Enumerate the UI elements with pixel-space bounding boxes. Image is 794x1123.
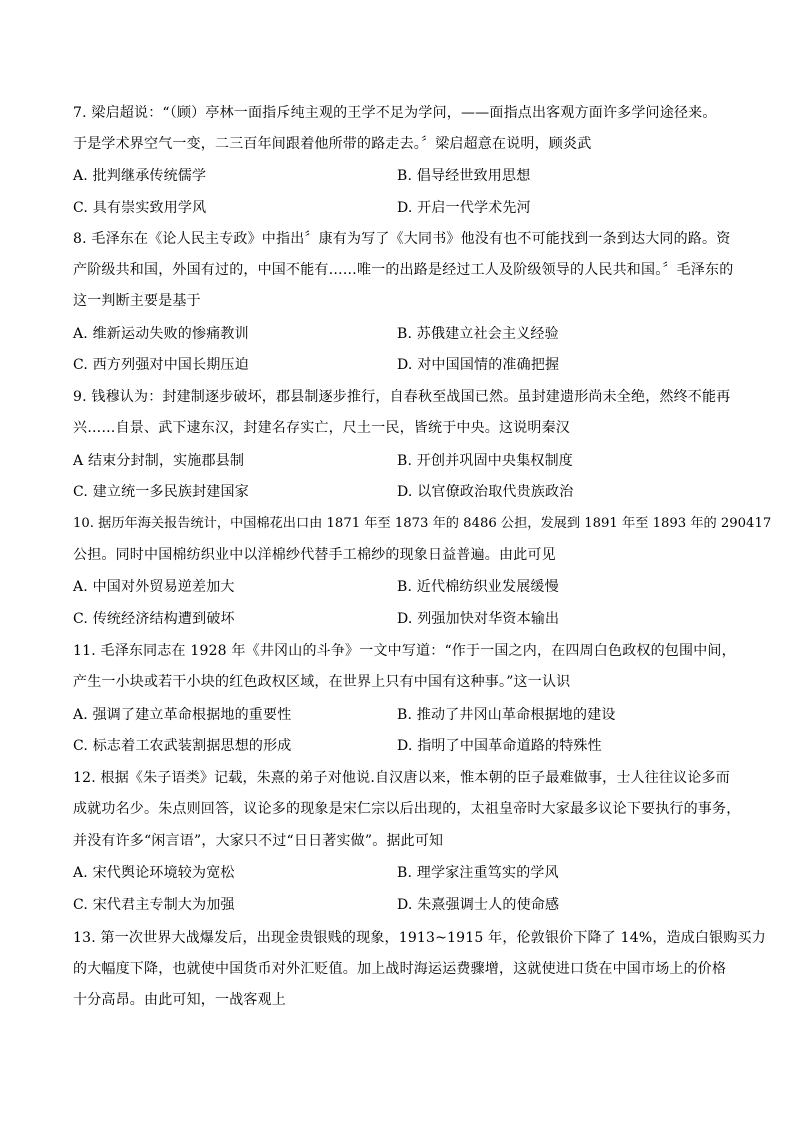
q10-stem-line2: 公担。同时中国棉纺织业中以洋棉纱代替手工棉纱的现象日益普遍。由此可见: [73, 547, 556, 563]
q8-stem-line2: 产阶级共和国，外国有过的，中国不能有……唯一的出路是经过工人及阶级领导的人民共和国。〞毛泽东的: [73, 262, 734, 278]
q9-option-d: D. 以官僚政治取代贵族政治: [397, 484, 574, 500]
q11-option-b: B. 推动了井冈山革命根据地的建设: [397, 707, 616, 723]
q7-stem-line1: 7. 梁启超说：“（顾）亭林一面指斥纯主观的王学不足为学问，——面指点出客观方面许多学问途径来。: [73, 105, 717, 121]
q11-stem-line2: 产生一小块或若干小块的红色政权区域，在世界上只有中国有这种事。”这一认识: [73, 674, 571, 690]
q10-stem-line1: 10. 据历年海关报告统计，中国棉花出口由 1871 年至 1873 年的 8486 公担，发展到 1891 年至 1893 年的 290417: [73, 516, 772, 531]
q12-option-c: C. 宋代君主专制大为加强: [73, 897, 235, 913]
q13-stem-line2: 的大幅度下降，也就使中国货币对外汇贬值。加上战时海运运费骤增，这就使进口货在中国市场上的价格: [73, 961, 727, 977]
q8-option-c: C. 西方列强对中国长期压迫: [73, 357, 249, 373]
q10-option-c: C. 传统经济结构遭到破坏: [73, 611, 235, 627]
q13-stem-line1: 13. 第一次世界大战爆发后，出现金贵银贱的现象，1913~1915 年，伦敦银价下降了 14%，造成白银购买力: [73, 930, 766, 946]
q10-option-b: B. 近代棉纺织业发展缓慢: [397, 579, 559, 595]
q10-option-d: D. 列强加快对华资本输出: [397, 611, 560, 627]
q8-stem-line1: 8. 毛泽东在《论人民主专政》中指出〞康有为写了《大同书》他没有也不可能找到一条到达大同的路。资: [73, 231, 731, 247]
q9-option-c: C. 建立统一多民族封建国家: [73, 484, 249, 500]
q11-option-c: C. 标志着工农武装割据思想的形成: [73, 738, 292, 754]
q12-option-a: A. 宋代舆论环境较为宽松: [73, 865, 235, 881]
q9-stem-line1: 9. 钱穆认为：封建制逐步破坏，郡县制逐步推行，自春秋至战国已然。虽封建遗形尚未全绝，然终不能再: [73, 389, 731, 405]
q8-option-d: D. 对中国国情的准确把握: [397, 357, 560, 373]
q11-option-d: D. 指明了中国革命道路的特殊性: [397, 738, 602, 754]
q11-stem-line1: 11. 毛泽东同志在 1928 年《井冈山的斗争》一文中写道：“作于一国之内，在四周白色政权的包围中间，: [73, 643, 736, 659]
q12-stem-line3: 并没有许多“闲言语”，大家只不过“日日著实做”。据此可知: [73, 833, 444, 849]
q8-option-a: A. 维新运动失败的惨痛教训: [73, 326, 249, 342]
q12-stem-line1: 12. 根据《朱子语类》记载，朱熹的弟子对他说.自汉唐以来，惟本朝的臣子最难做事，士人往往议论多而: [73, 770, 730, 786]
q11-option-a: A. 强调了建立革命根据地的重要性: [73, 707, 292, 723]
q12-stem-line2: 成就功名少。朱点则回答，议论多的现象是宋仁宗以后出现的，太祖皇帝时大家最多议论下要执行的事务，: [73, 801, 741, 817]
q10-option-a: A. 中国对外贸易逆差加大: [73, 579, 235, 595]
q8-stem-line3: 这一判断主要是基于: [73, 293, 201, 309]
q12-option-d: D. 朱熹强调士人的使命感: [397, 897, 560, 913]
q8-option-b: B. 苏俄建立社会主义经验: [397, 326, 559, 342]
q13-stem-line3: 十分高昂。由此可知，一战客观上: [73, 992, 286, 1008]
q9-option-a: A 结束分封制，实施郡县制: [73, 453, 245, 469]
q7-option-d: D. 开启一代学术先河: [397, 200, 531, 216]
q7-option-c: C. 具有崇实致用学风: [73, 200, 207, 216]
q12-option-b: B. 理学家注重笃实的学风: [397, 865, 559, 881]
q9-option-b: B. 开创并巩固中央集权制度: [397, 453, 573, 469]
q7-option-b: B. 倡导经世致用思想: [397, 168, 531, 184]
q7-option-a: A. 批判继承传统儒学: [73, 168, 207, 184]
q9-stem-line2: 兴……自景、武下逮东汉，封建名存实亡，尺土一民，皆统于中央。这说明秦汉: [73, 420, 570, 436]
q7-stem-line2: 于是学术界空气一变，二三百年间跟着他所带的路走去。〞梁启超意在说明，顾炎武: [73, 136, 592, 152]
